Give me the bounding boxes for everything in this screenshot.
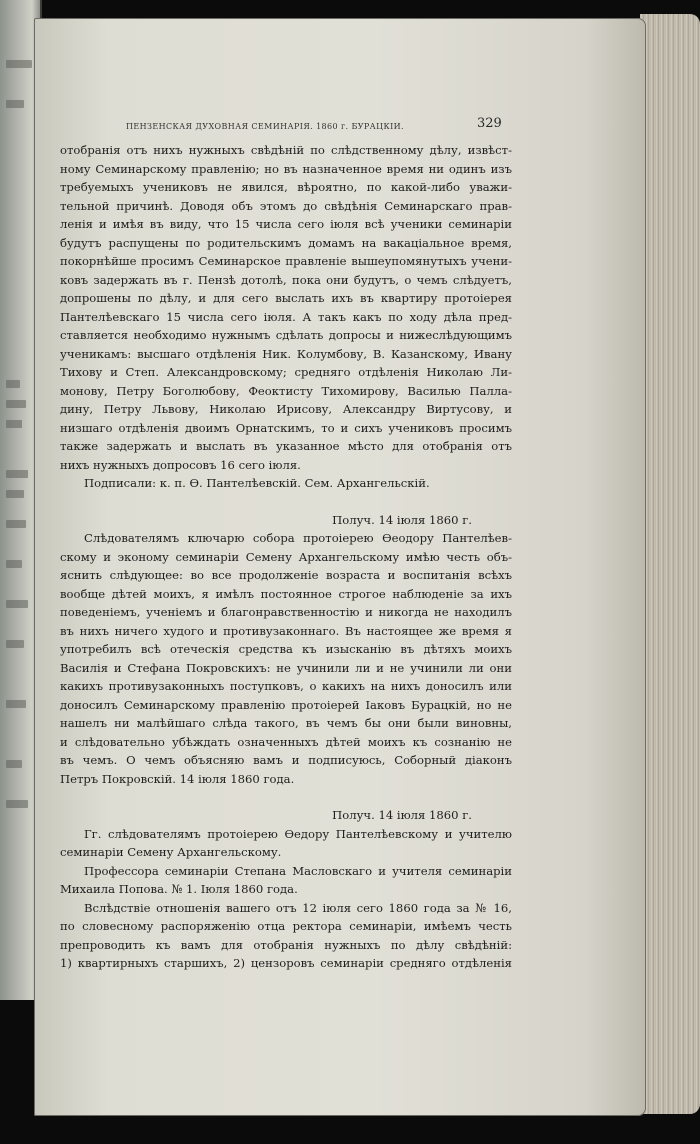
text-line: по словесному распоряженію отца ректора семинаріи, имѣемъ честь	[60, 919, 512, 933]
text-line: скому и эконому семинаріи Семену Архангельскому имѣю честь объ-	[60, 549, 512, 564]
text-line: Профессора семинаріи Степана Масловскаго и учителя семинаріи	[84, 863, 512, 878]
text-line: требуемыхъ учениковъ не явился, вѣроятно, по какой-либо уважи-	[60, 180, 512, 194]
text-line: Получ. 14 іюля 1860 г.	[332, 808, 472, 822]
text-line: отобранія отъ нихъ нужныхъ свѣдѣній по слѣдственному дѣлу, извѣст-	[60, 143, 512, 157]
text-line: ковъ задержать въ г. Пензѣ дотолѣ, пока они будутъ, о чемъ слѣдуетъ,	[60, 272, 512, 287]
text-line: ному Семинарскому правленію; но въ назначенное время ни одинъ изъ	[60, 161, 512, 176]
background	[0, 1116, 700, 1144]
text-line: Василія и Стефана Покровскихъ: не учинили ли и не учинили ли они	[60, 660, 512, 675]
text-line: также задержать и выслать въ указанное мѣсто для отобранія отъ	[60, 439, 512, 453]
text-line: монову, Петру Боголюбову, Феоктисту Тихомирову, Василью Палла-	[60, 383, 512, 398]
text-line: покорнѣйше просимъ Семинарское правленіе вышеупомянутыхъ учени-	[60, 254, 512, 268]
text-line: будутъ распущены по родительскимъ домамъ на вакаціальное время,	[60, 235, 512, 250]
text-line: Подписали: к. п. Ѳ. Пантелѣевскій. Сем. Архангельскій.	[84, 476, 430, 490]
text-line: ленія и имѣя въ виду, что 15 числа сего іюля всѣ ученики семинаріи	[60, 217, 512, 231]
text-line: яснить слѣдующее: во все продолженіе возраста и воспитанія всѣхъ	[60, 568, 512, 582]
text-line: Вслѣдствіе отношенія вашего отъ 12 іюля сего 1860 года за № 16,	[84, 900, 512, 915]
text-line: и слѣдовательно убѣждать означенныхъ дѣтей моихъ къ сознанію не	[60, 734, 512, 749]
text-line: Петръ Покровскій. 14 іюля 1860 года.	[60, 771, 295, 786]
running-head: ПЕНЗЕНСКАЯ ДУХОВНАЯ СЕМИНАРІЯ. 1860 г. БУРАЦКІЙ.	[125, 122, 404, 131]
text-line: поведеніемъ, ученіемъ и благонравственностію и никогда не находилъ	[60, 605, 512, 619]
text-line: ученикамъ: высшаго отдѣленія Ник. Колумбову, В. Казанскому, Ивану	[60, 346, 512, 361]
text-line: нашелъ ни малѣйшаго слѣда такого, въ чемъ бы они были виновны,	[60, 716, 512, 730]
text-line: ставляется необходимо нужнымъ сдѣлать допросы и нижеслѣдующимъ	[60, 328, 512, 342]
text-line: Гг. слѣдователямъ протоіерею Ѳедору Пантелѣевскому и учителю	[84, 826, 512, 841]
text-line: низшаго отдѣленія двоимъ Орнатскимъ, то и сихъ учениковъ просимъ	[60, 420, 512, 435]
text-line: Слѣдователямъ ключарю собора протоіерею Ѳеодору Пантелѣев-	[84, 531, 512, 545]
text-line: дину, Петру Львову, Николаю Ирисову, Александру Виртусову, и	[60, 402, 512, 416]
text-line: семинаріи Семену Архангельскому.	[60, 845, 282, 859]
text-line: 1) квартирныхъ старшихъ, 2) цензоровъ семинаріи средняго отдѣленія	[60, 956, 512, 970]
text-line: какихъ противузаконныхъ поступковъ, о какихъ на нихъ доносилъ или	[60, 679, 512, 693]
text-line: Тихову и Степ. Александровскому; средняго отдѣленія Николаю Ли-	[60, 365, 512, 379]
text-line: въ нихъ ничего худого и противузаконнаго. Въ настоящее же время я	[60, 623, 512, 638]
text-line: вообще дѣтей моихъ, я имѣлъ постоянное строгое наблюденіе за ихъ	[60, 586, 512, 601]
text-line: доносилъ Семинарскому правленію протоіерей Іаковъ Бурацкій, но не	[60, 697, 512, 712]
text-line: допрошены по дѣлу, и для сего выслать ихъ въ квартиру протоіерея	[60, 291, 512, 305]
text-line: Михаила Попова. № 1. Іюля 1860 года.	[60, 882, 298, 896]
text-line: въ чемъ. О чемъ объясняю вамъ и подписуюсь, Соборный діаконъ	[60, 753, 512, 767]
page-fore-edge	[640, 14, 700, 1114]
page-text	[60, 141, 512, 973]
text-line: нихъ нужныхъ допросовъ 16 сего іюля.	[60, 457, 301, 472]
text-line: Пантелѣевскаго 15 числа сего іюля. А такъ какъ по ходу дѣла пред-	[60, 309, 512, 324]
text-line: употребилъ всѣ отеческія средства къ изысканію въ дѣтяхъ моихъ	[60, 642, 512, 656]
page-number: 329	[477, 116, 502, 131]
text-line: тельной причинѣ. Доводя объ этомъ до свѣдѣнія Семинарскаго прав-	[60, 198, 512, 213]
text-line: препроводить къ вамъ для отобранія нужныхъ по дѣлу свѣдѣній:	[60, 937, 512, 952]
text-line: Получ. 14 іюля 1860 г.	[332, 512, 472, 527]
